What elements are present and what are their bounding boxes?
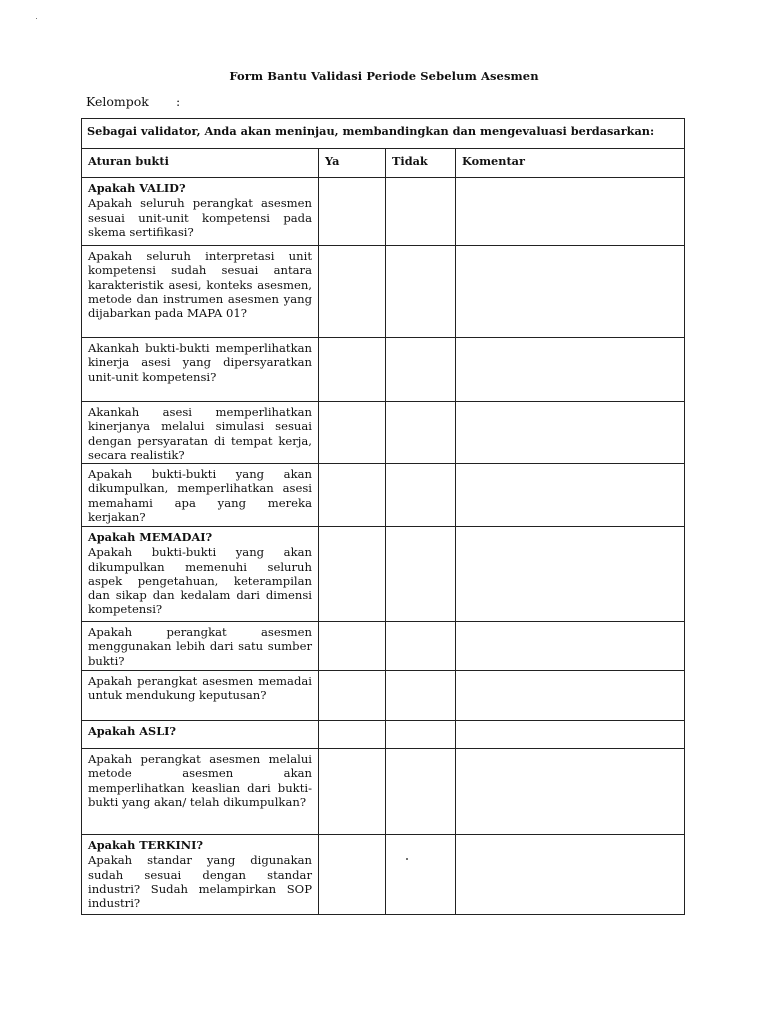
- question-text: Apakah perangkat asesmen melalui metode asesmen akan memperlihatkan keaslian dari bukti-bukti yang akan/ telah dikumpulkan?: [88, 752, 312, 809]
- komentar-cell[interactable]: [456, 464, 685, 527]
- header-tidak: Tidak: [386, 149, 456, 178]
- tidak-cell[interactable]: [386, 835, 456, 915]
- table-row: [82, 527, 685, 622]
- table-row: [82, 835, 685, 915]
- table-row: [82, 338, 685, 402]
- ya-cell[interactable]: [319, 402, 386, 464]
- question-cell: [82, 721, 319, 749]
- tidak-cell[interactable]: [386, 622, 456, 671]
- komentar-cell[interactable]: [456, 527, 685, 622]
- header-aturan-bukti: Aturan bukti: [82, 149, 319, 178]
- question-cell: [82, 338, 319, 402]
- tidak-cell[interactable]: [386, 464, 456, 527]
- question-cell: [82, 835, 319, 915]
- ya-cell[interactable]: [319, 721, 386, 749]
- question-text: Apakah perangkat asesmen memadai untuk mendukung keputusan?: [88, 674, 312, 703]
- intro-row: Sebagai validator, Anda akan meninjau, membandingkan dan mengevaluasi berdasarkan:: [82, 119, 685, 149]
- tidak-cell[interactable]: [386, 246, 456, 338]
- tidak-cell[interactable]: [386, 527, 456, 622]
- table-row: [82, 622, 685, 671]
- question-cell: [82, 246, 319, 338]
- question-cell: [82, 402, 319, 464]
- komentar-cell[interactable]: [456, 749, 685, 835]
- question-text: Apakah standar yang digunakan sudah sesuai dengan standar industri? Sudah melampirkan SOP industri?: [88, 853, 312, 911]
- tidak-cell[interactable]: [386, 671, 456, 721]
- ya-cell[interactable]: [319, 749, 386, 835]
- komentar-cell[interactable]: [456, 246, 685, 338]
- table-row: [82, 464, 685, 527]
- question-text: Apakah bukti-bukti yang akan dikumpulkan, memperlihatkan asesi memahami apa yang mereka kerjakan?: [88, 467, 312, 524]
- question-cell: [82, 527, 319, 622]
- category-label: Apakah MEMADAI?: [88, 530, 213, 544]
- komentar-cell[interactable]: [456, 835, 685, 915]
- ya-cell[interactable]: [319, 671, 386, 721]
- table-row: [82, 178, 685, 246]
- table-row: [82, 721, 685, 749]
- header-komentar: Komentar: [456, 149, 685, 178]
- table-row: [82, 246, 685, 338]
- tidak-cell[interactable]: [386, 402, 456, 464]
- ya-cell[interactable]: [319, 835, 386, 915]
- kelompok-colon: :: [176, 94, 181, 109]
- komentar-cell[interactable]: [456, 338, 685, 402]
- tidak-cell[interactable]: [386, 721, 456, 749]
- ya-cell[interactable]: [319, 338, 386, 402]
- form-title: Form Bantu Validasi Periode Sebelum Asesmen: [229, 69, 539, 83]
- question-cell: [82, 671, 319, 721]
- question-cell: [82, 464, 319, 527]
- question-cell: [82, 178, 319, 246]
- table-row: [82, 671, 685, 721]
- kelompok-field: [86, 94, 181, 109]
- ya-cell[interactable]: [319, 246, 386, 338]
- question-text: Akankah asesi memperlihatkan kinerjanya melalui simulasi sesuai dengan persyaratan di tempat kerja, secara realistik?: [88, 405, 312, 462]
- ya-cell[interactable]: [319, 178, 386, 246]
- komentar-cell[interactable]: [456, 671, 685, 721]
- tidak-cell[interactable]: [386, 338, 456, 402]
- tidak-cell[interactable]: [386, 178, 456, 246]
- question-text: Apakah perangkat asesmen menggunakan lebih dari satu sumber bukti?: [88, 625, 312, 668]
- category-label: Apakah ASLI?: [88, 724, 177, 738]
- scan-speck: [406, 858, 408, 860]
- category-label: Apakah VALID?: [88, 181, 186, 195]
- validation-table: [81, 118, 685, 915]
- question-text: Apakah seluruh perangkat asesmen sesuai unit-unit kompetensi pada skema sertifikasi?: [88, 196, 312, 239]
- table-row: [82, 749, 685, 835]
- komentar-cell[interactable]: [456, 622, 685, 671]
- question-text: Akankah bukti-bukti memperlihatkan kinerja asesi yang dipersyaratkan unit-unit kompetensi?: [88, 341, 312, 384]
- question-text: Apakah seluruh interpretasi unit kompetensi sudah sesuai antara karakteristik asesi, konteks asesmen, metode dan instrumen asesmen yang dijabarkan pada MAPA 01?: [88, 249, 312, 321]
- ya-cell[interactable]: [319, 622, 386, 671]
- komentar-cell[interactable]: [456, 402, 685, 464]
- question-cell: [82, 622, 319, 671]
- tidak-cell[interactable]: [386, 749, 456, 835]
- ya-cell[interactable]: [319, 527, 386, 622]
- question-cell: [82, 749, 319, 835]
- ya-cell[interactable]: [319, 464, 386, 527]
- scan-speck: [36, 18, 37, 19]
- komentar-cell[interactable]: [456, 721, 685, 749]
- header-ya: Ya: [319, 149, 386, 178]
- category-label: Apakah TERKINI?: [88, 838, 204, 852]
- kelompok-label: Kelompok: [86, 94, 149, 109]
- komentar-cell[interactable]: [456, 178, 685, 246]
- table-row: [82, 402, 685, 464]
- question-text: Apakah bukti-bukti yang akan dikumpulkan memenuhi seluruh aspek pengetahuan, keterampilan dan sikap dan kedalam dari dimensi kompetensi?: [88, 545, 312, 617]
